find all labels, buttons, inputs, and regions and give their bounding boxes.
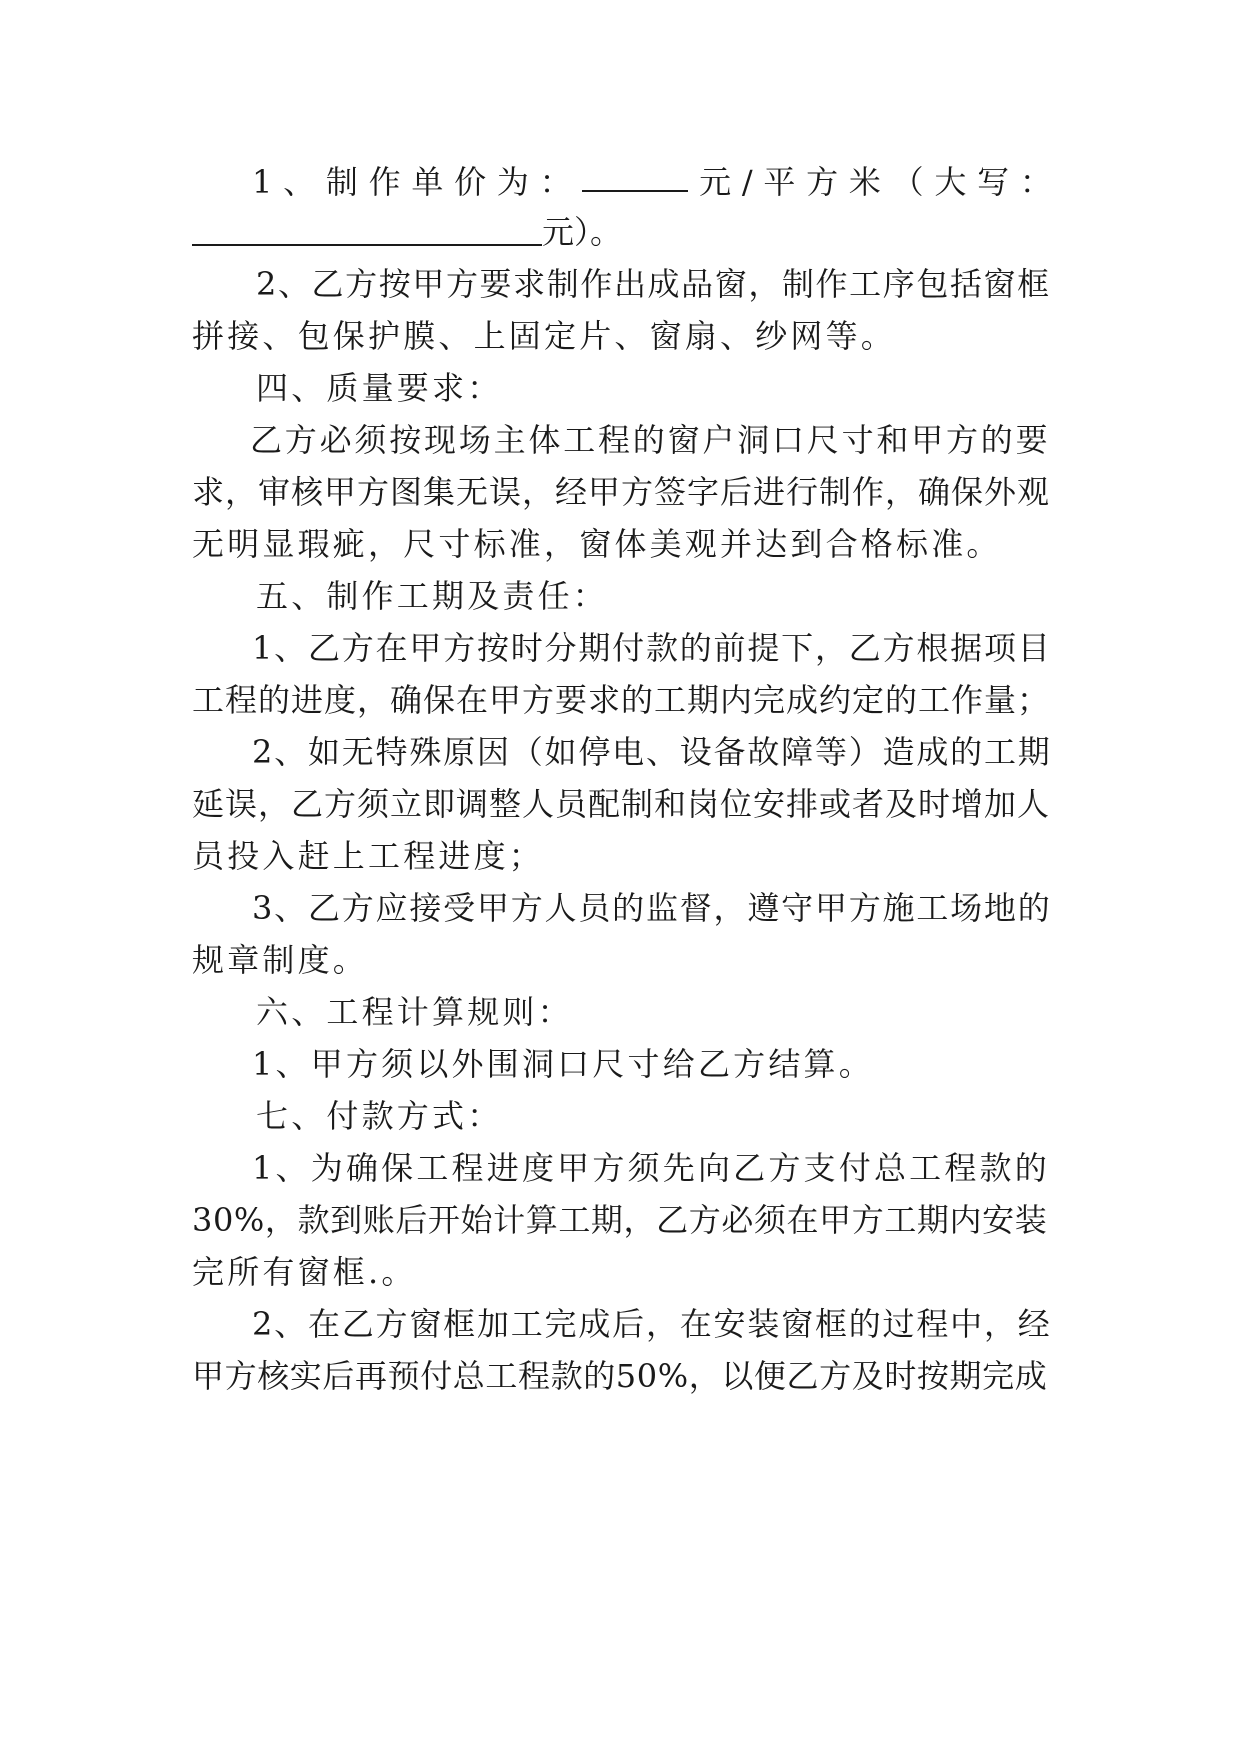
price-char: 大	[934, 163, 967, 201]
paragraph-line: 延误，乙方须立即调整人员配制和岗位安排或者及时增加人	[192, 785, 1051, 823]
price-char: 米	[848, 163, 881, 201]
paragraph-line: 2、乙方按甲方要求制作出成品窗，制作工序包括窗框	[256, 265, 1051, 303]
paragraph-line: 3、乙方应接受甲方人员的监督，遵守甲方施工场地的	[252, 889, 1052, 927]
price-char: /	[741, 163, 753, 201]
price-clause-line-2	[192, 210, 622, 254]
price-char: 平	[763, 163, 796, 201]
price-char: 制	[325, 163, 358, 201]
price-char: 价	[454, 163, 487, 201]
price-char: ：	[1019, 163, 1052, 201]
paragraph-line: 1、乙方在甲方按时分期付款的前提下，乙方根据项目	[252, 629, 1052, 667]
price-char: 方	[806, 163, 839, 201]
paragraph-line: 1、为确保工程进度甲方须先向乙方支付总工程款的	[252, 1149, 1050, 1187]
price-char: 单	[411, 163, 444, 201]
paragraph-line: 求，审核甲方图集无误，经甲方签字后进行制作，确保外观	[192, 473, 1051, 511]
paragraph-line: 30%，款到账后开始计算工期，乙方必须在甲方工期内安装	[192, 1201, 1048, 1239]
paragraph-line: 无明显瑕疵，尺寸标准，窗体美观并达到合格标准。	[192, 525, 1002, 563]
section-heading: 四、质量要求：	[256, 369, 503, 407]
paragraph-line: 规章制度。	[192, 941, 369, 979]
paragraph-line: 乙方必须按现场主体工程的窗户洞口尺寸和甲方的要	[250, 421, 1051, 459]
price-char: （	[891, 163, 924, 201]
price-clause-line-1	[252, 160, 1052, 204]
section-heading: 七、付款方式：	[256, 1097, 503, 1135]
paragraph-line: 1、甲方须以外围洞口尺寸给乙方结算。	[252, 1045, 874, 1083]
price-char: 元	[699, 163, 732, 201]
paragraph-line: 完所有窗框.。	[192, 1253, 417, 1291]
unit-price-blank	[582, 160, 688, 192]
section-heading: 六、工程计算规则：	[256, 993, 573, 1031]
paragraph-line: 2、在乙方窗框加工完成后，在安装窗框的过程中，经	[252, 1305, 1052, 1343]
amount-in-words-blank	[192, 214, 542, 246]
price-char: 作	[368, 163, 401, 201]
price-char: 1	[252, 163, 273, 201]
price-suffix: 元）。	[542, 213, 623, 251]
paragraph-line: 员投入赶上工程进度；	[192, 837, 545, 875]
paragraph-line: 甲方核实后再预付总工程款的50%，以便乙方及时按期完成	[192, 1357, 1048, 1395]
price-char: 为	[496, 163, 529, 201]
paragraph-line: 工程的进度，确保在甲方要求的工期内完成约定的工作量；	[192, 681, 1051, 719]
paragraph-line: 2、如无特殊原因（如停电、设备故障等）造成的工期	[252, 733, 1052, 771]
section-heading: 五、制作工期及责任：	[256, 577, 609, 615]
paragraph-line: 拼接、包保护膜、上固定片、窗扇、纱网等。	[192, 317, 897, 355]
price-char: 写	[977, 163, 1010, 201]
price-char: 、	[283, 163, 316, 201]
price-char: ：	[539, 163, 572, 201]
